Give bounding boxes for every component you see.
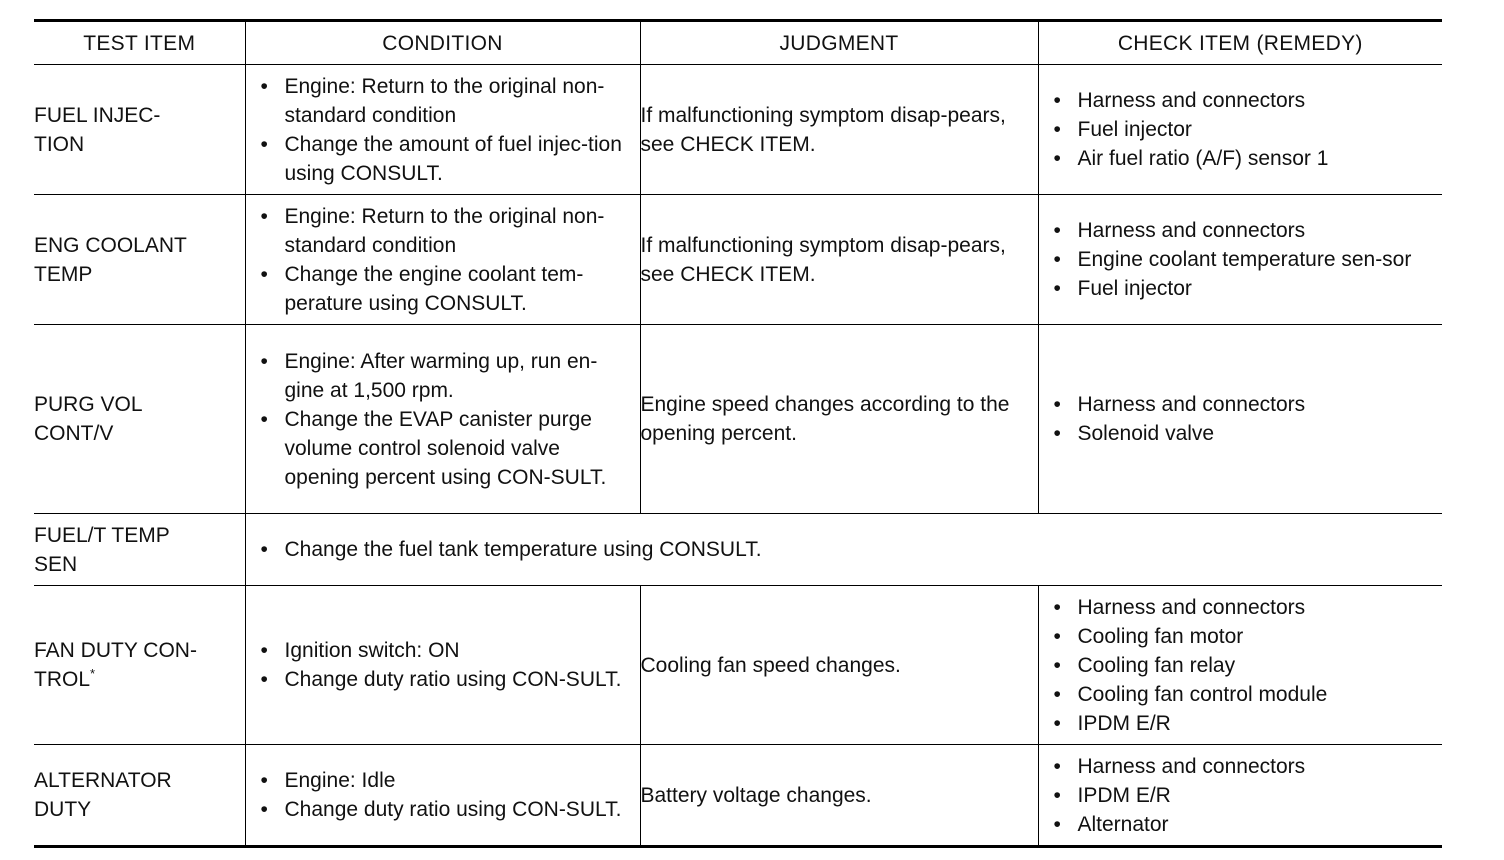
check-bullet: • Solenoid valve	[1039, 419, 1439, 448]
footnote-mark: *	[90, 666, 96, 681]
test-item-cell	[34, 745, 245, 847]
check-bullet: • Engine coolant temperature sen-sor	[1039, 245, 1439, 274]
header-judgment: JUDGMENT	[640, 21, 1038, 65]
table-row	[34, 586, 1442, 745]
condition-bullet: • Engine: Return to the original non-standard condition	[246, 202, 636, 260]
condition-bullet: • Change the engine coolant tem-perature using CONSULT.	[246, 260, 636, 318]
table-row	[34, 65, 1442, 195]
check-bullet: • Harness and connectors	[1039, 86, 1439, 115]
test-item-line: ENG COOLANT	[34, 233, 187, 257]
test-item-line: TION	[34, 132, 85, 156]
test-item-line: SEN	[34, 552, 78, 576]
check-item-cell	[1038, 745, 1442, 847]
check-bullet: • Fuel injector	[1039, 274, 1439, 303]
check-item-cell	[1038, 65, 1442, 195]
test-item-line: TEMP	[34, 262, 93, 286]
table-row	[34, 325, 1442, 514]
condition-bullet: • Change the amount of fuel injec-tion using CONSULT.	[246, 130, 636, 188]
test-item-cell	[34, 195, 245, 325]
condition-cell	[245, 195, 640, 325]
condition-bullet: • Change the EVAP canister purge volume control solenoid valve opening percent using CON-SULT.	[246, 405, 636, 492]
check-bullet: • Harness and connectors	[1039, 593, 1439, 622]
table-row	[34, 745, 1442, 847]
condition-bullet: • Engine: Idle	[246, 766, 636, 795]
header-test-item: TEST ITEM	[34, 21, 245, 65]
check-bullet: • Harness and connectors	[1039, 390, 1439, 419]
check-bullet: • Alternator	[1039, 810, 1439, 839]
table-row	[34, 195, 1442, 325]
condition-cell	[245, 325, 640, 514]
test-item-line: FUEL/T TEMP	[34, 523, 170, 547]
condition-cell	[245, 65, 640, 195]
header-row	[34, 21, 1442, 65]
condition-bullet: • Engine: After warming up, run en-gine at 1,500 rpm.	[246, 347, 636, 405]
condition-cell-merged	[245, 514, 1442, 586]
test-item-line: FUEL INJEC-	[34, 103, 161, 127]
judgment-cell: If malfunctioning symptom disap-pears, see CHECK ITEM.	[640, 65, 1038, 195]
check-bullet: • IPDM E/R	[1039, 781, 1439, 810]
test-item-line: TROL	[34, 668, 91, 691]
check-bullet: • Cooling fan motor	[1039, 622, 1439, 651]
judgment-cell: If malfunctioning symptom disap-pears, see CHECK ITEM.	[640, 195, 1038, 325]
check-bullet: • Harness and connectors	[1039, 752, 1439, 781]
condition-bullet: • Engine: Return to the original non-standard condition	[246, 72, 636, 130]
condition-bullet: • Change duty ratio using CON-SULT.	[246, 795, 636, 824]
judgment-cell: Engine speed changes according to the opening percent.	[640, 325, 1038, 514]
check-item-cell	[1038, 586, 1442, 745]
condition-bullet: • Ignition switch: ON	[246, 636, 636, 665]
header-condition: CONDITION	[245, 21, 640, 65]
check-bullet: • Cooling fan relay	[1039, 651, 1439, 680]
check-item-cell	[1038, 325, 1442, 514]
judgment-cell: Cooling fan speed changes.	[640, 586, 1038, 745]
test-item-line: PURG VOL	[34, 393, 143, 416]
test-item-line: CONT/V	[34, 422, 114, 445]
test-item-cell	[34, 325, 245, 514]
check-bullet: • Cooling fan control module	[1039, 680, 1439, 709]
check-item-cell	[1038, 195, 1442, 325]
check-bullet: • Harness and connectors	[1039, 216, 1439, 245]
condition-cell	[245, 745, 640, 847]
test-item-cell	[34, 586, 245, 745]
judgment-cell: Battery voltage changes.	[640, 745, 1038, 847]
check-bullet: • Fuel injector	[1039, 115, 1439, 144]
check-bullet: • IPDM E/R	[1039, 709, 1439, 738]
condition-bullet: • Change duty ratio using CON-SULT.	[246, 665, 636, 694]
active-test-document	[34, 19, 1442, 848]
condition-bullet: • Change the fuel tank temperature using CONSULT.	[246, 535, 1439, 564]
test-item-cell	[34, 65, 245, 195]
check-bullet: • Air fuel ratio (A/F) sensor 1	[1039, 144, 1439, 173]
active-test-table	[34, 19, 1442, 848]
test-item-cell	[34, 514, 245, 586]
test-item-line: DUTY	[34, 798, 92, 821]
test-item-line: ALTERNATOR	[34, 769, 172, 792]
header-check-item: CHECK ITEM (REMEDY)	[1038, 21, 1442, 65]
test-item-line: FAN DUTY CON-	[34, 639, 197, 662]
table-row	[34, 514, 1442, 586]
condition-cell	[245, 586, 640, 745]
